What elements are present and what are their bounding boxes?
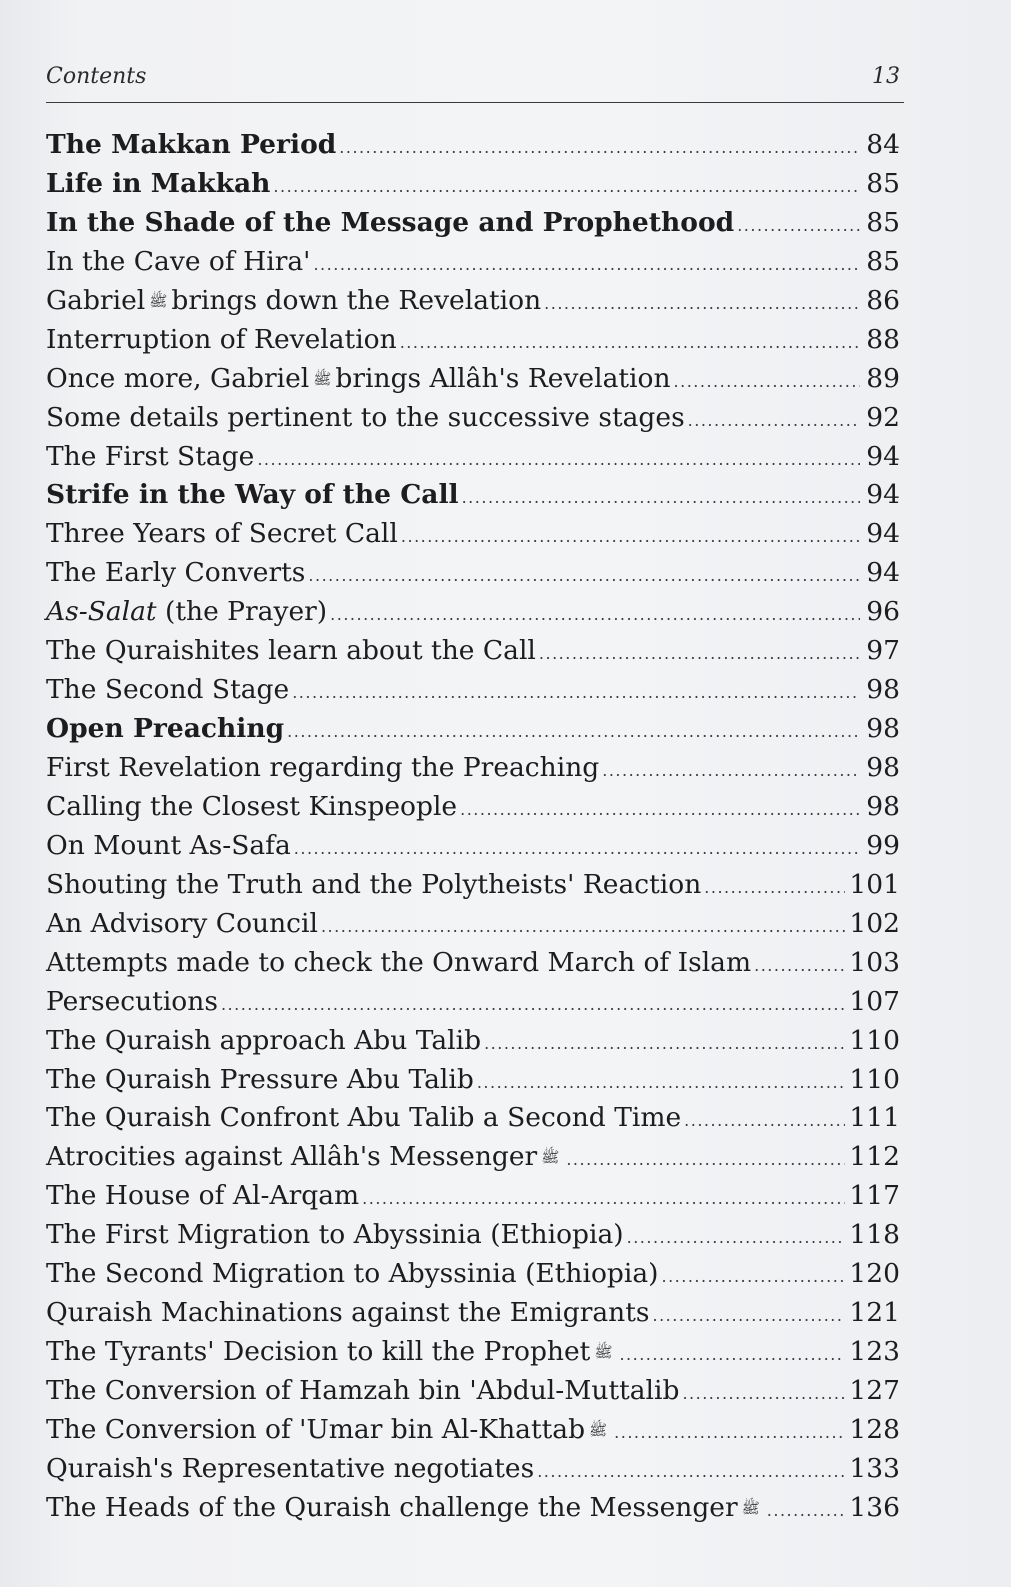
toc-entry-page-number: 110 xyxy=(849,1024,900,1056)
toc-entry-title xyxy=(46,438,254,477)
toc-entry-title-text: The Makkan Period xyxy=(46,129,337,160)
dot-leader xyxy=(614,1414,845,1453)
toc-entry-title-text: On Mount As-Safa xyxy=(46,829,291,861)
toc-entry-title xyxy=(46,282,541,321)
toc-entry xyxy=(46,1294,900,1333)
toc-entry-page-number: 85 xyxy=(866,167,900,199)
dot-leader xyxy=(537,1453,845,1492)
toc-entry-title xyxy=(46,1294,649,1333)
toc-entry-page-number: 97 xyxy=(866,635,900,667)
dot-leader xyxy=(602,752,860,791)
toc-entry-title-text: Gabriel xyxy=(46,284,146,316)
toc-entry-title-text: Open Preaching xyxy=(46,713,285,745)
toc-entry-title xyxy=(46,1022,481,1061)
toc-entry-page-number: 94 xyxy=(866,557,900,589)
dot-leader xyxy=(484,1025,845,1064)
toc-entry xyxy=(46,126,900,165)
honorific-glyph-icon: ﷺ xyxy=(541,1148,560,1167)
toc-entry xyxy=(46,1138,900,1177)
toc-entry xyxy=(46,749,900,788)
toc-entry-title xyxy=(46,1216,624,1255)
toc-entry-page-number: 99 xyxy=(866,829,900,861)
toc-entry-page-number: 86 xyxy=(866,284,900,316)
toc-entry-title xyxy=(46,788,457,827)
dot-leader xyxy=(688,402,860,441)
toc-entry-title xyxy=(46,321,397,360)
dot-leader xyxy=(400,324,860,363)
toc-entry-page-number: 117 xyxy=(849,1180,900,1212)
toc-entry-title-text: The Quraish approach Abu Talib xyxy=(46,1024,482,1056)
dot-leader xyxy=(362,1180,845,1219)
dot-leader xyxy=(401,518,860,557)
toc-entry-title-text: Life in Makkah xyxy=(46,167,271,199)
toc-entry-title-text: The Early Converts xyxy=(46,557,306,589)
toc-entry-title-text: Calling the Closest Kinspeople xyxy=(46,790,458,822)
toc-entry xyxy=(46,554,900,593)
dot-leader xyxy=(704,869,845,908)
honorific-glyph-icon: ﷺ xyxy=(313,369,332,388)
toc-entry-title xyxy=(46,983,218,1022)
toc-entry-title-text: In the Cave of Hira' xyxy=(46,245,311,277)
toc-entry xyxy=(46,476,900,515)
toc-entry-title-text: Three Years of Secret Call xyxy=(46,518,398,550)
header-page-number: 13 xyxy=(872,64,900,89)
dot-leader xyxy=(313,246,860,285)
toc-entry-title-text: The Quraish Confront Abu Talib a Second Time xyxy=(46,1102,682,1134)
toc-entry-page-number: 88 xyxy=(866,323,900,355)
toc-entry-title xyxy=(46,1450,534,1489)
toc-entry xyxy=(46,710,900,749)
toc-entry-page-number: 107 xyxy=(849,985,900,1017)
toc-entry-page-number: 98 xyxy=(866,674,900,706)
toc-entry xyxy=(46,593,900,632)
dot-leader xyxy=(273,168,860,207)
dot-leader xyxy=(339,129,860,168)
toc-entry-page-number: 92 xyxy=(866,401,900,433)
dot-leader xyxy=(330,596,860,635)
toc-entry-title xyxy=(46,1061,474,1100)
dot-leader xyxy=(684,1102,845,1141)
toc-entry xyxy=(46,1099,900,1138)
dot-leader xyxy=(462,479,860,518)
toc-entry-page-number: 136 xyxy=(849,1491,900,1523)
toc-entry xyxy=(46,321,900,360)
toc-entry-page-number: 121 xyxy=(849,1297,900,1329)
toc-entry xyxy=(46,1177,900,1216)
toc-entry xyxy=(46,1333,900,1372)
toc-entry-title xyxy=(46,944,751,983)
toc-entry xyxy=(46,515,900,554)
toc-entry-title xyxy=(46,1372,679,1411)
toc-entry-title-text: brings down the Revelation xyxy=(171,284,542,316)
toc-entry-title-text: brings Allâh's Revelation xyxy=(335,362,671,394)
toc-entry-page-number: 112 xyxy=(849,1141,900,1173)
toc-entry xyxy=(46,243,900,282)
toc-entry xyxy=(46,905,900,944)
toc-entry-title-text: The Heads of the Quraish challenge the Messenger xyxy=(46,1491,738,1523)
toc-entry-title xyxy=(46,827,291,866)
toc-entry-page-number: 89 xyxy=(866,362,900,394)
toc-entry-title xyxy=(46,593,327,632)
toc-entry-page-number: 96 xyxy=(866,596,900,628)
toc-entry-title xyxy=(46,204,734,243)
toc-entry xyxy=(46,1489,900,1528)
toc-entry-title xyxy=(46,1177,359,1216)
toc-entry-title-text: The Conversion of Hamzah bin 'Abdul-Muttalib xyxy=(46,1375,680,1406)
toc-entry-title-text: The First Stage xyxy=(46,440,255,472)
dot-leader xyxy=(674,363,860,402)
honorific-glyph-icon: ﷺ xyxy=(589,1420,608,1439)
dot-leader xyxy=(287,713,860,752)
toc-entry xyxy=(46,1216,900,1255)
toc-entry-title-text: The Second Stage xyxy=(46,674,290,706)
toc-entry-title xyxy=(46,165,270,204)
toc-entry-page-number: 94 xyxy=(866,479,900,511)
toc-entry xyxy=(46,632,900,671)
toc-entry-page-number: 85 xyxy=(866,206,900,238)
toc-entry-page-number: 110 xyxy=(849,1063,900,1095)
toc-entry-title-text: The Quraishites learn about the Call xyxy=(46,635,536,667)
toc-entry xyxy=(46,827,900,866)
toc-entry-title-text: Quraish's Representative negotiates xyxy=(46,1452,535,1484)
toc-entry-page-number: 84 xyxy=(866,129,900,160)
toc-entry xyxy=(46,204,900,243)
toc-entry xyxy=(46,438,900,477)
toc-entry-title-italic: As-Salat xyxy=(46,596,157,628)
dot-leader xyxy=(257,441,860,480)
toc-entry-page-number: 111 xyxy=(849,1102,900,1134)
toc-entry-title xyxy=(46,710,284,749)
toc-entry-title xyxy=(46,1255,659,1294)
toc-entry xyxy=(46,1255,900,1294)
dot-leader xyxy=(652,1297,845,1336)
toc-entry-title-text: Once more, Gabriel xyxy=(46,362,310,394)
toc-entry-page-number: 103 xyxy=(849,946,900,978)
honorific-glyph-icon: ﷺ xyxy=(149,291,168,310)
toc-entry-title-text: Persecutions xyxy=(46,985,218,1017)
toc-entry-title xyxy=(46,1099,681,1138)
toc-entry-title-text: An Advisory Council xyxy=(46,907,318,939)
toc-entry xyxy=(46,360,900,399)
toc-entry-title xyxy=(46,554,305,593)
dot-leader xyxy=(221,986,845,1025)
toc-entry-title-text: Quraish Machinations against the Emigrants xyxy=(46,1297,650,1329)
toc-entry-title-text: Strife in the Way of the Call xyxy=(46,479,459,511)
toc-entry-title-text: The Conversion of 'Umar bin Al-Khattab xyxy=(46,1413,586,1445)
toc-entry-page-number: 123 xyxy=(849,1336,900,1368)
toc-entry-title-text: Attempts made to check the Onward March of Islam xyxy=(46,946,752,978)
toc-entry-page-number: 85 xyxy=(866,245,900,277)
dot-leader xyxy=(619,1336,845,1375)
dot-leader xyxy=(754,947,845,986)
honorific-glyph-icon: ﷺ xyxy=(741,1498,760,1517)
toc-entry-page-number: 133 xyxy=(849,1452,900,1484)
toc-entry-title-text: Interruption of Revelation xyxy=(46,323,397,355)
toc-entry-title xyxy=(46,866,701,905)
toc-entry-title-text: The Quraish Pressure Abu Talib xyxy=(46,1063,474,1095)
toc-entry-page-number: 120 xyxy=(849,1258,900,1290)
dot-leader xyxy=(682,1375,845,1414)
toc-entry-title xyxy=(46,749,599,788)
dot-leader xyxy=(767,1492,846,1531)
dot-leader xyxy=(544,285,860,324)
toc-entry xyxy=(46,1022,900,1061)
toc-entry xyxy=(46,1372,900,1411)
toc-entry-title-text: The House of Al-Arqam xyxy=(46,1180,360,1212)
toc-entry xyxy=(46,944,900,983)
toc-entry xyxy=(46,282,900,321)
toc-entry-title xyxy=(46,632,536,671)
dot-leader xyxy=(627,1219,846,1258)
toc-entry-title-text: The First Migration to Abyssinia (Ethiopia) xyxy=(46,1219,624,1251)
toc-entry-title-text: Atrocities against Allâh's Messenger xyxy=(46,1141,538,1173)
toc-entry xyxy=(46,788,900,827)
dot-leader xyxy=(662,1258,846,1297)
toc-entry-page-number: 98 xyxy=(866,713,900,745)
toc-entry xyxy=(46,671,900,710)
toc-entry xyxy=(46,866,900,905)
dot-leader xyxy=(566,1141,845,1180)
toc-entry-title-text: In the Shade of the Message and Prophethood xyxy=(46,206,735,238)
toc-entry xyxy=(46,1061,900,1100)
toc-entry-title-text: Some details pertinent to the successive stages xyxy=(46,401,685,433)
toc-entry-page-number: 128 xyxy=(849,1413,900,1445)
toc-entry-title-text: First Revelation regarding the Preaching xyxy=(46,752,600,783)
toc-entry-title xyxy=(46,905,318,944)
toc-entry-title-text: (the Prayer) xyxy=(165,596,328,628)
toc-entry-title xyxy=(46,360,671,399)
dot-leader xyxy=(308,557,860,596)
toc-entry-title xyxy=(46,671,289,710)
dot-leader xyxy=(477,1064,846,1103)
toc-entry-page-number: 94 xyxy=(866,440,900,472)
toc-entry-title xyxy=(46,1411,611,1450)
toc-entry-page-number: 94 xyxy=(866,518,900,550)
toc-entry-page-number: 101 xyxy=(849,868,900,900)
dot-leader xyxy=(460,791,860,830)
toc-entry-page-number: 102 xyxy=(849,907,900,939)
toc-entry-title-text: The Second Migration to Abyssinia (Ethiopia) xyxy=(46,1258,659,1290)
dot-leader xyxy=(321,908,845,947)
toc-entry-title-text: Shouting the Truth and the Polytheists' Reaction xyxy=(46,868,702,900)
toc-entry-page-number: 98 xyxy=(866,752,900,783)
toc-entry-page-number: 127 xyxy=(849,1375,900,1406)
table-of-contents xyxy=(46,126,900,1528)
toc-entry-title xyxy=(46,1333,616,1372)
toc-entry-title xyxy=(46,126,336,165)
dot-leader xyxy=(292,674,860,713)
toc-entry xyxy=(46,1411,900,1450)
toc-entry-title-text: The Tyrants' Decision to kill the Prophet xyxy=(46,1336,591,1368)
toc-entry xyxy=(46,165,900,204)
toc-entry-title xyxy=(46,1489,764,1528)
toc-entry-page-number: 98 xyxy=(866,790,900,822)
dot-leader xyxy=(294,830,860,869)
toc-entry-title xyxy=(46,1138,563,1177)
toc-entry xyxy=(46,983,900,1022)
dot-leader xyxy=(737,207,860,246)
toc-entry xyxy=(46,399,900,438)
toc-entry-page-number: 118 xyxy=(849,1219,900,1251)
honorific-glyph-icon: ﷺ xyxy=(594,1343,613,1362)
header-section-title: Contents xyxy=(46,64,147,89)
running-header xyxy=(46,62,904,103)
toc-entry xyxy=(46,1450,900,1489)
toc-entry-title xyxy=(46,476,459,515)
toc-entry-title xyxy=(46,515,398,554)
toc-entry-title xyxy=(46,243,310,282)
dot-leader xyxy=(539,635,860,674)
toc-entry-title xyxy=(46,399,685,438)
